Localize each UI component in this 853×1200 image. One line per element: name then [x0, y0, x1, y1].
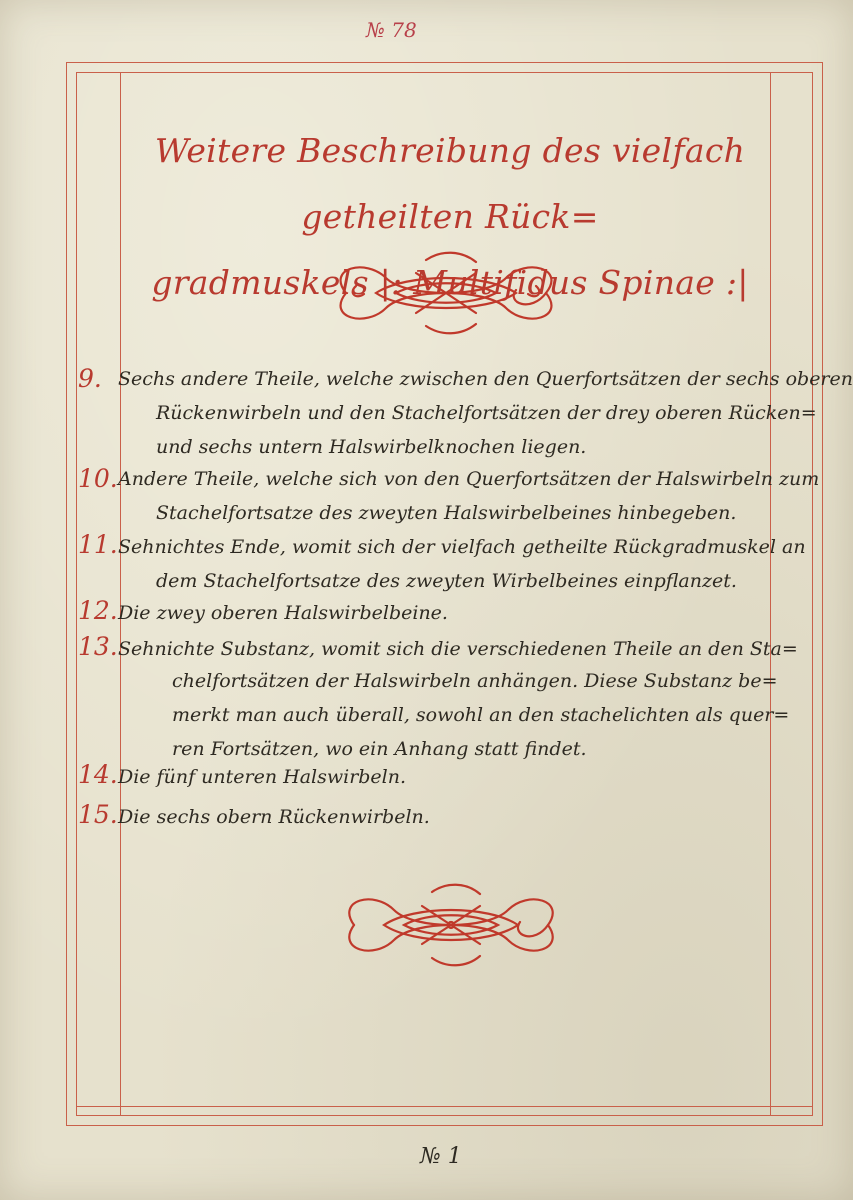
- entry-text-line: Die zwey oberen Halswirbelbeine.: [118, 602, 448, 624]
- entry-number: 11.: [78, 530, 118, 559]
- entry-text-line: Die fünf unteren Halswirbeln.: [118, 766, 407, 788]
- entry-text-line: Sehnichte Substanz, womit sich die verschiedenen Theile an den Sta=: [118, 638, 798, 660]
- bottom-rule: [76, 1106, 813, 1107]
- entry-text-line: Rückenwirbeln und den Stachelfortsätzen der drey oberen Rücken=: [156, 402, 817, 424]
- entry-text-line: Sechs andere Theile, welche zwischen den Querfortsätzen der sechs oberen: [118, 368, 853, 390]
- entry-text-line: Andere Theile, welche sich von den Querfortsätzen der Halswirbeln zum: [118, 468, 820, 490]
- entry-number: 13.: [78, 632, 118, 661]
- calligraphic-flourish-icon: [326, 248, 566, 338]
- entry-number: 9.: [78, 364, 102, 393]
- entry-text-line: ren Fortsätzen, wo ein Anhang statt findet.: [172, 738, 587, 760]
- entry-text-line: Sehnichtes Ende, womit sich der vielfach getheilte Rückgradmuskel an: [118, 536, 806, 558]
- entry-text-line: Stachelfortsatze des zweyten Halswirbelbeines hinbegeben.: [156, 502, 737, 524]
- entry-text-line: und sechs untern Halswirbelknochen liegen.: [156, 436, 587, 458]
- entry-number: 15.: [78, 800, 118, 829]
- footer-number: № 1: [420, 1144, 462, 1169]
- title-line-1: Weitere Beschreibung des vielfach getheilten Rück=: [154, 131, 746, 236]
- entry-text-line: Die sechs obern Rückenwirbeln.: [118, 806, 430, 828]
- entry-text-line: dem Stachelfortsatze des zweyten Wirbelbeines einpflanzet.: [156, 570, 737, 592]
- entry-text-line: chelfortsätzen der Halswirbeln anhängen. Diese Substanz be=: [172, 670, 778, 692]
- entry-number: 14.: [78, 760, 118, 789]
- entry-text-line: merkt man auch überall, sowohl an den stachelichten als quer=: [172, 704, 790, 726]
- title-line-2: gradmuskels |: Multifidus Spinae :|: [151, 263, 749, 302]
- entry-number: 10.: [78, 464, 118, 493]
- entry-number: 12.: [78, 596, 118, 625]
- calligraphic-flourish-icon: [336, 880, 566, 970]
- folio-number: № 78: [366, 18, 417, 42]
